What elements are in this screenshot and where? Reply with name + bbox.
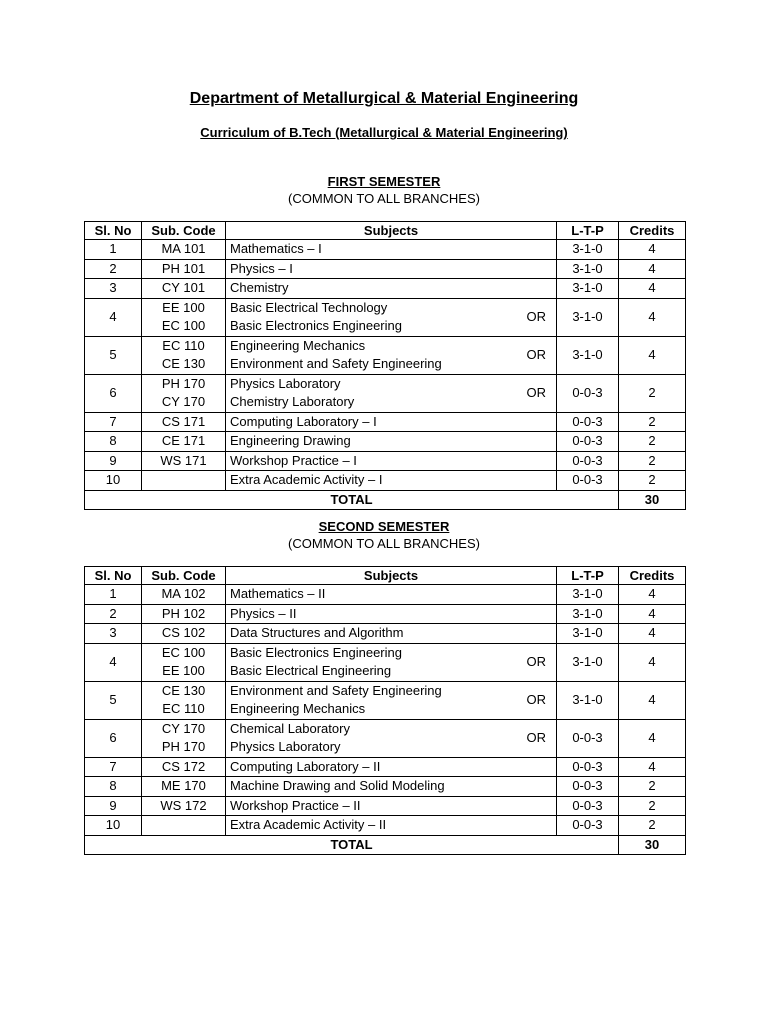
ltp-cell: 0-0-3 xyxy=(557,471,619,491)
sub-code: WS 171 xyxy=(160,452,207,468)
or-label: OR xyxy=(526,347,546,362)
ltp-cell: 3-1-0 xyxy=(557,240,619,260)
subject-cell xyxy=(226,451,557,471)
sub-code-cell xyxy=(142,451,226,471)
ltp-cell: 0-0-3 xyxy=(557,719,619,757)
subject-cell xyxy=(226,585,557,605)
sub-code: CE 130 xyxy=(161,682,206,698)
sl-no-cell: 1 xyxy=(85,585,142,605)
ltp-cell: 3-1-0 xyxy=(557,585,619,605)
sl-no-cell: 1 xyxy=(85,240,142,260)
table-row xyxy=(85,624,686,644)
semester-1-heading xyxy=(0,173,768,207)
sub-code: CY 170 xyxy=(161,720,206,736)
sl-no-cell: 4 xyxy=(85,643,142,681)
sub-code: EC 110 xyxy=(162,701,205,716)
ltp-cell: 3-1-0 xyxy=(557,336,619,374)
subject-cell xyxy=(226,719,557,757)
header-credits: Credits xyxy=(619,567,686,585)
sub-code: PH 102 xyxy=(161,605,206,621)
page-title: Department of Metallurgical & Material Engineering xyxy=(189,90,579,107)
subject-name: Engineering Drawing xyxy=(230,433,351,448)
subject-cell xyxy=(226,681,557,719)
credits-cell: 4 xyxy=(619,259,686,279)
ltp-cell: 3-1-0 xyxy=(557,604,619,624)
total-credits: 30 xyxy=(619,490,686,509)
total-credits: 30 xyxy=(619,835,686,854)
subject-name: Chemistry Laboratory xyxy=(230,394,355,409)
credits-cell: 2 xyxy=(619,432,686,452)
ltp-cell: 3-1-0 xyxy=(557,681,619,719)
sl-no-cell: 3 xyxy=(85,624,142,644)
table-row xyxy=(85,336,686,374)
header-subjects: Subjects xyxy=(226,222,557,240)
subject-cell xyxy=(226,816,557,836)
table-row xyxy=(85,432,686,452)
subject-name: Extra Academic Activity – I xyxy=(230,472,383,487)
or-label: OR xyxy=(526,309,546,324)
semester-1-note: (COMMON TO ALL BRANCHES) xyxy=(288,191,480,206)
sub-code-cell xyxy=(142,681,226,719)
credits-cell: 4 xyxy=(619,298,686,336)
sl-no-cell: 6 xyxy=(85,374,142,412)
credits-cell: 2 xyxy=(619,374,686,412)
credits-cell: 4 xyxy=(619,643,686,681)
sub-code-cell xyxy=(142,374,226,412)
subject-name: Physics Laboratory xyxy=(230,739,341,754)
page-subtitle: Curriculum of B.Tech (Metallurgical & Material Engineering) xyxy=(200,125,568,140)
sl-no-cell: 9 xyxy=(85,796,142,816)
sub-code: PH 170 xyxy=(161,375,206,391)
ltp-cell: 3-1-0 xyxy=(557,624,619,644)
subject-cell xyxy=(226,279,557,299)
header-credits: Credits xyxy=(619,222,686,240)
table-row xyxy=(85,279,686,299)
subject-name: Extra Academic Activity – II xyxy=(230,817,387,832)
table-row xyxy=(85,412,686,432)
subject-name: Data Structures and Algorithm xyxy=(230,625,404,640)
or-label: OR xyxy=(526,692,546,707)
credits-cell: 4 xyxy=(619,279,686,299)
sub-code: EC 100 xyxy=(161,644,206,660)
sub-code: ME 170 xyxy=(161,778,206,793)
table-header-row xyxy=(85,222,686,240)
credits-cell: 4 xyxy=(619,585,686,605)
table-row xyxy=(85,604,686,624)
credits-cell: 4 xyxy=(619,719,686,757)
ltp-cell: 0-0-3 xyxy=(557,374,619,412)
ltp-cell: 3-1-0 xyxy=(557,298,619,336)
subject-name: Physics – I xyxy=(230,260,293,276)
subject-name: Environment and Safety Engineering xyxy=(230,356,442,371)
sub-code: CY 170 xyxy=(161,394,206,409)
sub-code: CY 101 xyxy=(161,280,206,295)
or-label: OR xyxy=(526,654,546,669)
subject-name: Engineering Mechanics xyxy=(230,701,366,716)
semester-2-note: (COMMON TO ALL BRANCHES) xyxy=(288,536,480,551)
semester-2-heading xyxy=(0,518,768,552)
subject-name: Mathematics – I xyxy=(230,241,322,256)
sub-code-cell xyxy=(142,298,226,336)
sub-code: CS 171 xyxy=(161,413,206,429)
credits-cell: 4 xyxy=(619,336,686,374)
credits-cell: 4 xyxy=(619,757,686,777)
credits-cell: 4 xyxy=(619,681,686,719)
sub-code-cell xyxy=(142,604,226,624)
header-sub-code: Sub. Code xyxy=(142,567,226,585)
sub-code: EC 110 xyxy=(162,337,205,353)
table-row xyxy=(85,777,686,797)
sub-code-cell xyxy=(142,757,226,777)
ltp-cell: 3-1-0 xyxy=(557,279,619,299)
sl-no-cell: 7 xyxy=(85,412,142,432)
subject-name: Physics – II xyxy=(230,605,297,621)
credits-cell: 2 xyxy=(619,451,686,471)
sl-no-cell: 8 xyxy=(85,432,142,452)
table-row xyxy=(85,796,686,816)
ltp-cell: 0-0-3 xyxy=(557,816,619,836)
table-row xyxy=(85,240,686,260)
subject-name: Computing Laboratory – II xyxy=(230,758,381,774)
sub-code: CS 172 xyxy=(161,758,206,774)
sub-code: MA 102 xyxy=(161,586,206,601)
sub-code-cell xyxy=(142,240,226,260)
subject-cell xyxy=(226,336,557,374)
sl-no-cell: 2 xyxy=(85,604,142,624)
semester-1-table xyxy=(84,221,686,510)
table-row xyxy=(85,259,686,279)
ltp-cell: 0-0-3 xyxy=(557,412,619,432)
sub-code-cell xyxy=(142,412,226,432)
total-label: TOTAL xyxy=(85,490,619,509)
semester-1-name: FIRST SEMESTER xyxy=(327,174,441,189)
sub-code: CS 102 xyxy=(161,625,206,640)
subject-name: Basic Electronics Engineering xyxy=(230,318,402,333)
ltp-cell: 0-0-3 xyxy=(557,451,619,471)
sub-code xyxy=(146,471,221,490)
header-sub-code: Sub. Code xyxy=(142,222,226,240)
credits-cell: 4 xyxy=(619,240,686,260)
subject-cell xyxy=(226,757,557,777)
sl-no-cell: 8 xyxy=(85,777,142,797)
sub-code-cell xyxy=(142,432,226,452)
sl-no-cell: 3 xyxy=(85,279,142,299)
sl-no-cell: 10 xyxy=(85,816,142,836)
credits-cell: 2 xyxy=(619,796,686,816)
sub-code-cell xyxy=(142,643,226,681)
credits-cell: 4 xyxy=(619,624,686,644)
header-ltp: L-T-P xyxy=(557,567,619,585)
sub-code: CE 130 xyxy=(161,356,206,371)
subject-name: Chemical Laboratory xyxy=(230,720,350,736)
subject-cell xyxy=(226,643,557,681)
credits-cell: 2 xyxy=(619,471,686,491)
sub-code-cell xyxy=(142,585,226,605)
sl-no-cell: 2 xyxy=(85,259,142,279)
sl-no-cell: 10 xyxy=(85,471,142,491)
sub-code-cell xyxy=(142,796,226,816)
semester-2-table xyxy=(84,566,686,855)
table-row xyxy=(85,816,686,836)
subject-cell xyxy=(226,471,557,491)
sub-code-cell xyxy=(142,279,226,299)
subject-cell xyxy=(226,796,557,816)
subject-name: Computing Laboratory – I xyxy=(230,413,377,429)
sl-no-cell: 6 xyxy=(85,719,142,757)
sl-no-cell: 5 xyxy=(85,336,142,374)
or-label: OR xyxy=(526,385,546,400)
subject-cell xyxy=(226,298,557,336)
subject-name: Workshop Practice – I xyxy=(230,452,357,468)
sub-code: PH 101 xyxy=(161,260,206,276)
ltp-cell: 0-0-3 xyxy=(557,432,619,452)
credits-cell: 2 xyxy=(619,412,686,432)
sub-code: WS 172 xyxy=(160,797,207,813)
table-row xyxy=(85,757,686,777)
table-row xyxy=(85,374,686,412)
total-row xyxy=(85,835,686,854)
table-row xyxy=(85,643,686,681)
header-sl-no: Sl. No xyxy=(85,222,142,240)
sl-no-cell: 7 xyxy=(85,757,142,777)
sub-code-cell xyxy=(142,471,226,491)
subject-name: Basic Electronics Engineering xyxy=(230,644,402,660)
subject-name: Chemistry xyxy=(230,280,289,295)
sub-code: EC 100 xyxy=(161,318,206,333)
sub-code xyxy=(146,816,221,835)
or-label: OR xyxy=(526,730,546,745)
table-row xyxy=(85,451,686,471)
subject-cell xyxy=(226,412,557,432)
subject-cell xyxy=(226,259,557,279)
sub-code-cell xyxy=(142,336,226,374)
credits-cell: 2 xyxy=(619,777,686,797)
subject-name: Mathematics – II xyxy=(230,586,326,601)
sub-code-cell xyxy=(142,624,226,644)
subject-cell xyxy=(226,374,557,412)
subject-name: Environment and Safety Engineering xyxy=(230,682,442,698)
subject-name: Engineering Mechanics xyxy=(230,337,366,353)
sub-code-cell xyxy=(142,259,226,279)
table-row xyxy=(85,585,686,605)
sl-no-cell: 9 xyxy=(85,451,142,471)
subject-name: Basic Electrical Technology xyxy=(230,299,388,315)
header-ltp: L-T-P xyxy=(557,222,619,240)
sub-code-cell xyxy=(142,816,226,836)
total-row xyxy=(85,490,686,509)
ltp-cell: 0-0-3 xyxy=(557,796,619,816)
sl-no-cell: 5 xyxy=(85,681,142,719)
header-sl-no: Sl. No xyxy=(85,567,142,585)
ltp-cell: 0-0-3 xyxy=(557,777,619,797)
table-row xyxy=(85,471,686,491)
sub-code: EE 100 xyxy=(162,663,205,678)
ltp-cell: 3-1-0 xyxy=(557,643,619,681)
subject-name: Machine Drawing and Solid Modeling xyxy=(230,778,445,793)
total-label: TOTAL xyxy=(85,835,619,854)
subject-cell xyxy=(226,624,557,644)
credits-cell: 4 xyxy=(619,604,686,624)
subject-cell xyxy=(226,777,557,797)
subject-name: Physics Laboratory xyxy=(230,375,341,391)
credits-cell: 2 xyxy=(619,816,686,836)
subject-cell xyxy=(226,604,557,624)
table-row xyxy=(85,298,686,336)
ltp-cell: 0-0-3 xyxy=(557,757,619,777)
table-row xyxy=(85,681,686,719)
sub-code: MA 101 xyxy=(161,241,206,256)
subject-name: Workshop Practice – II xyxy=(230,797,361,813)
ltp-cell: 3-1-0 xyxy=(557,259,619,279)
subject-cell xyxy=(226,240,557,260)
subject-cell xyxy=(226,432,557,452)
sub-code: CE 171 xyxy=(161,433,206,448)
sub-code-cell xyxy=(142,777,226,797)
sl-no-cell: 4 xyxy=(85,298,142,336)
table-row xyxy=(85,719,686,757)
header-subjects: Subjects xyxy=(226,567,557,585)
table-header-row xyxy=(85,567,686,585)
sub-code-cell xyxy=(142,719,226,757)
sub-code: PH 170 xyxy=(161,739,206,754)
sub-code: EE 100 xyxy=(162,299,205,315)
semester-2-name: SECOND SEMESTER xyxy=(318,519,450,534)
subject-name: Basic Electrical Engineering xyxy=(230,663,392,678)
